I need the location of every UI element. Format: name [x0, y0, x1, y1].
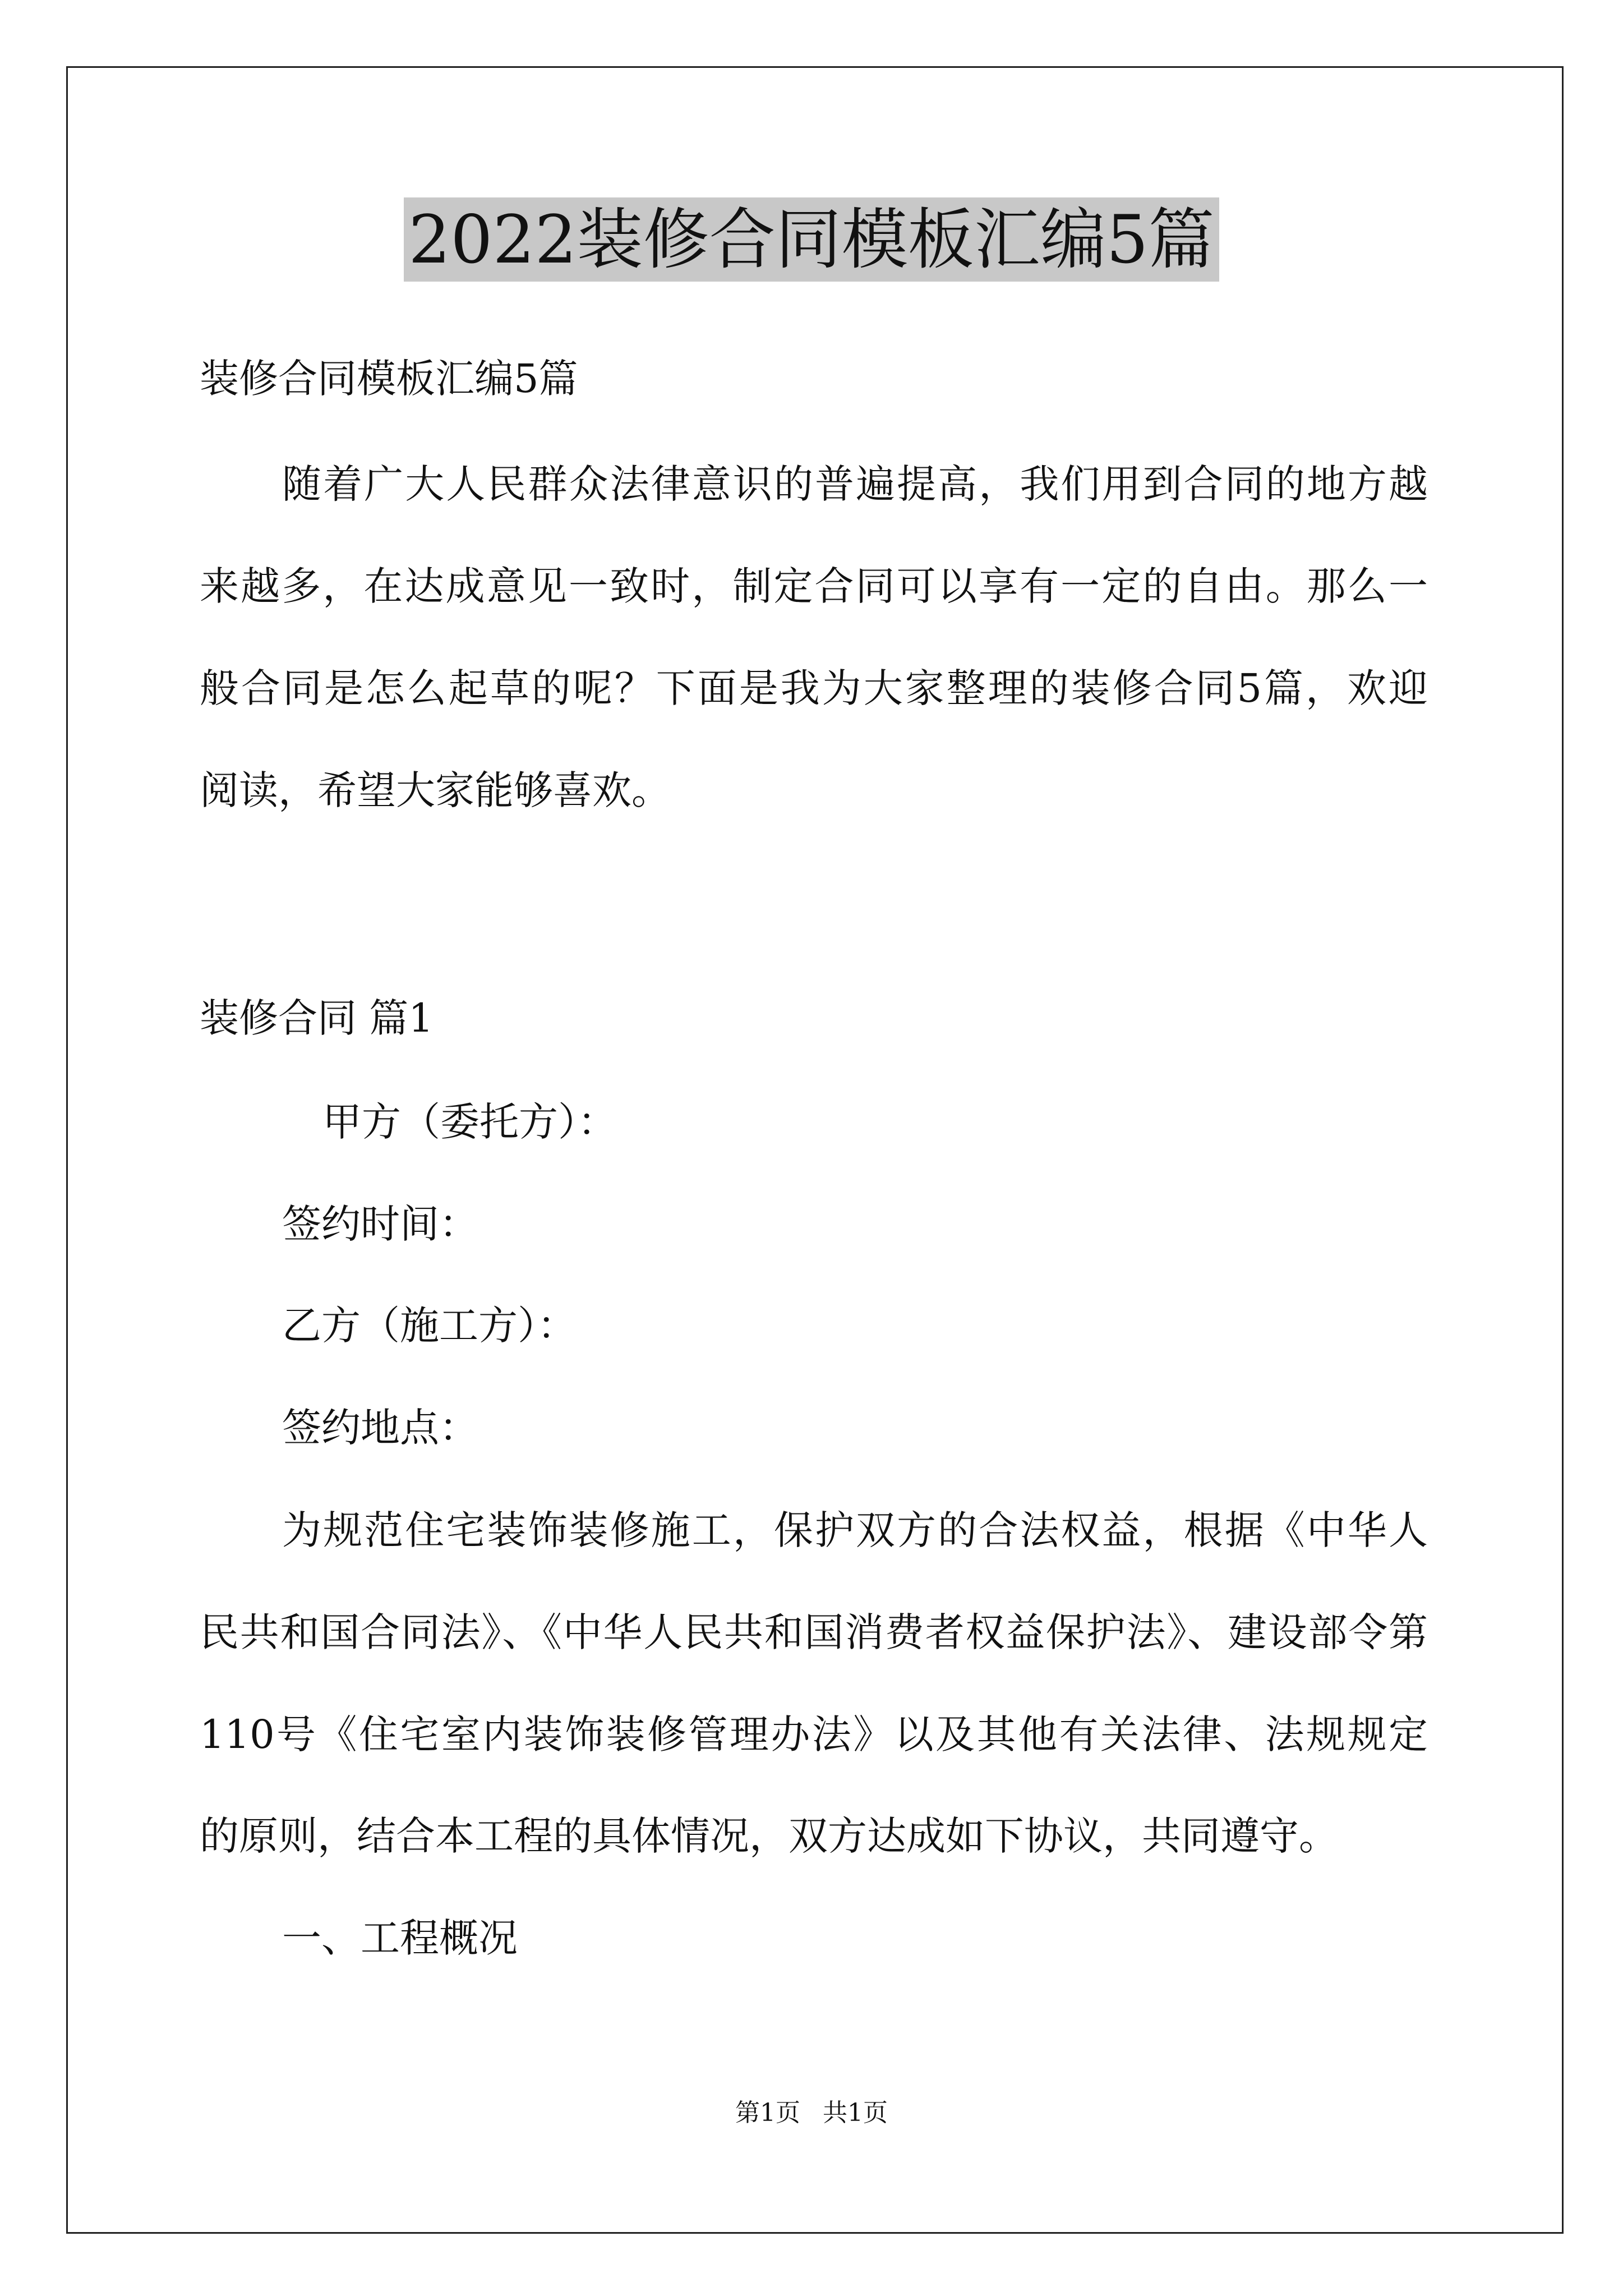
party-b-label: 乙方（施工方）：: [282, 1303, 577, 1349]
document-subtitle: 装修合同模板汇编5篇: [200, 356, 578, 402]
preamble-line-2: 民共和国合同法》、《中华人民共和国消费者权益保护法》、建设部令第: [200, 1609, 1428, 1655]
intro-line-1: 随着广大人民群众法律意识的普遍提高，我们用到合同的地方越: [282, 461, 1428, 507]
intro-line-2: 来越多，在达成意见一致时，制定合同可以享有一定的自由。那么一: [200, 563, 1428, 609]
sign-place-label: 签约地点：: [282, 1405, 478, 1451]
preamble-line-4: 的原则，结合本工程的具体情况，双方达成如下协议，共同遵守。: [200, 1813, 1338, 1859]
page-footer: [0, 2096, 1623, 2130]
intro-line-3: 般合同是怎么起草的呢？下面是我为大家整理的装修合同5篇，欢迎: [200, 665, 1428, 711]
title-container: [0, 197, 1623, 282]
page-total: 共1页: [823, 2099, 888, 2127]
page-number: 第1页: [735, 2099, 800, 2127]
intro-line-4: 阅读，希望大家能够喜欢。: [200, 767, 671, 813]
sign-time-label: 签约时间：: [282, 1201, 478, 1247]
preamble-line-3: 110号《住宅室内装饰装修管理办法》以及其他有关法律、法规规定: [200, 1711, 1428, 1757]
section-heading: 装修合同 篇1: [200, 995, 434, 1041]
document-title: 2022装修合同模板汇编5篇: [404, 197, 1219, 282]
party-a-label: 甲方（委托方）：: [322, 1099, 617, 1145]
clause-1-heading: 一、工程概况: [282, 1915, 518, 1961]
preamble-line-1: 为规范住宅装饰装修施工，保护双方的合法权益，根据《中华人: [282, 1507, 1428, 1553]
